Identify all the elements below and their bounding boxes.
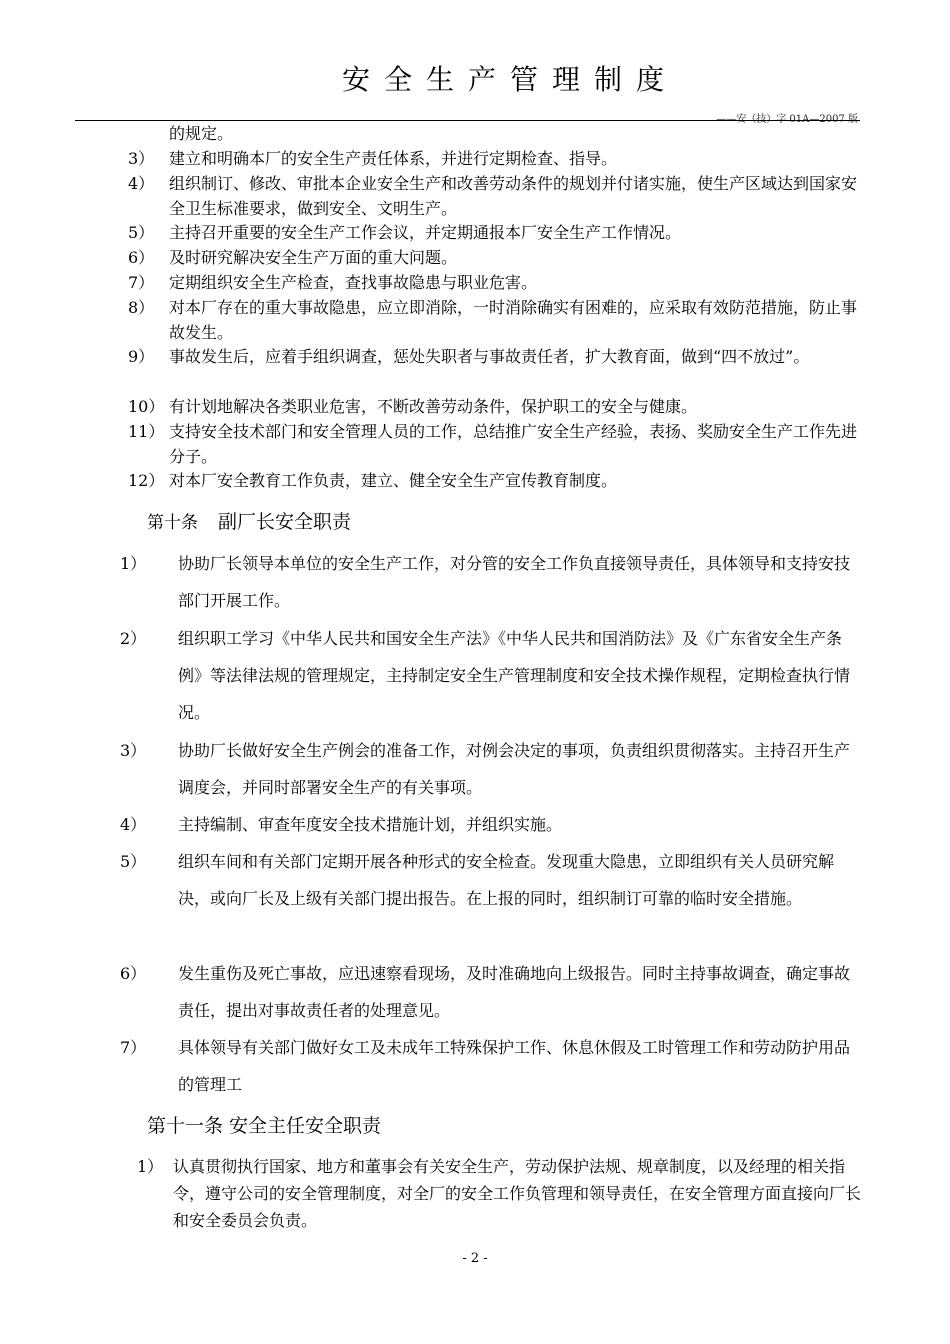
item-number: 1） xyxy=(137,1157,164,1176)
item-number: 4） xyxy=(120,815,147,834)
item-number: 10） xyxy=(128,397,165,416)
list-item xyxy=(128,295,858,345)
document-code: ——安（技）字 01A—2007 版 xyxy=(716,114,858,125)
section-heading: 第十一条 安全主任安全职责 xyxy=(147,1115,382,1137)
item-text: 的规定。 xyxy=(169,124,234,143)
item-number: 4） xyxy=(128,174,155,193)
item-text: 主持编制、审查年度安全技术措施计划，并组织实施。 xyxy=(178,815,563,834)
item-text: 建立和明确本厂的安全生产责任体系，并进行定期检查、指导。 xyxy=(169,149,618,168)
item-text: 主持召开重要的安全生产工作会议，并定期通报本厂安全生产工作情况。 xyxy=(169,223,682,242)
list-item xyxy=(128,270,858,295)
item-number: 2） xyxy=(120,629,147,648)
item-text: 协助厂长领导本单位的安全生产工作，对分管的安全工作负直接领导责任，具体领导和支持安技部门开展工作。 xyxy=(178,554,851,610)
list-item xyxy=(120,843,860,917)
item-text: 组织制订、修改、审批本企业安全生产和改善劳动条件的规划并付诸实施，使生产区域达到国家安全卫生标准要求，做到安全、文明生产。 xyxy=(169,174,858,218)
item-number: 6） xyxy=(128,248,155,267)
item-text: 及时研究解决安全生产万面的重大问题。 xyxy=(169,248,458,267)
item-number: 3） xyxy=(120,741,147,760)
item-number: 7） xyxy=(128,273,155,292)
item-text: 事故发生后，应着手组织调查，惩处失职者与事故责任者，扩大教育面，做到“四不放过”。 xyxy=(169,347,810,366)
list-item xyxy=(137,1153,862,1234)
item-number: 7） xyxy=(120,1038,147,1057)
list-item xyxy=(128,220,858,245)
list-item xyxy=(128,171,858,221)
list-item xyxy=(120,732,860,806)
item-text: 定期组织安全生产检查，查找事故隐患与职业危害。 xyxy=(169,273,538,292)
list-item xyxy=(128,344,858,369)
item-text: 对本厂安全教育工作负责，建立、健全安全生产宣传教育制度。 xyxy=(169,471,618,490)
list-item xyxy=(120,620,860,731)
item-text: 具体领导有关部门做好女工及未成年工特殊保护工作、休息休假及工时管理工作和劳动防护用品的管理工 xyxy=(178,1038,851,1094)
list-item xyxy=(128,245,858,270)
item-text: 有计划地解决各类职业危害，不断改善劳动条件，保护职工的安全与健康。 xyxy=(169,397,698,416)
list-item xyxy=(128,468,858,493)
list-item xyxy=(120,806,860,843)
list-item xyxy=(120,955,860,1029)
item-number: 5） xyxy=(128,223,155,242)
list-item xyxy=(120,1029,860,1103)
item-text: 支持安全技术部门和安全管理人员的工作，总结推广安全生产经验，表扬、奖励安全生产工作先进分子。 xyxy=(169,422,858,466)
item-number: 1） xyxy=(120,554,147,573)
list-item xyxy=(128,146,858,171)
item-number: 9） xyxy=(128,347,155,366)
item-number: 5） xyxy=(120,852,147,871)
section-heading xyxy=(147,507,351,534)
section-title: 副厂长安全职责 xyxy=(218,511,352,533)
item-text: 认真贯彻执行国家、地方和董事会有关安全生产，劳动保护法规、规章制度，以及经理的相关指令，遵守公司的安全管理制度，对全厂的安全工作负管理和领导责任，在安全管理方面直接向厂长和安全委员会负责。 xyxy=(173,1157,862,1230)
page-number: - 2 - xyxy=(462,1251,488,1266)
list-item xyxy=(128,419,858,469)
item-text: 对本厂存在的重大事故隐患，应立即消除，一时消除确实有困难的，应采取有效防范措施，防止事故发生。 xyxy=(169,298,858,342)
list-item xyxy=(128,121,858,146)
item-text: 协助厂长做好安全生产例会的准备工作，对例会决定的事项，负责组织贯彻落实。主持召开生产调度会，并同时部署安全生产的有关事项。 xyxy=(178,741,851,797)
item-number: 12） xyxy=(128,471,165,490)
item-text: 发生重伤及死亡事故，应迅速察看现场，及时准确地向上级报告。同时主持事故调查，确定事故责任，提出对事故责任者的处理意见。 xyxy=(178,964,851,1020)
item-number: 3） xyxy=(128,149,155,168)
item-number: 11） xyxy=(128,422,165,441)
item-number: 6） xyxy=(120,964,147,983)
article-number: 第十条 xyxy=(147,513,198,533)
document-title: 安全生产管理制度 xyxy=(341,63,678,96)
item-number: 8） xyxy=(128,298,155,317)
list-item xyxy=(128,394,858,419)
item-text: 组织职工学习《中华人民共和国安全生产法》《中华人民共和国消防法》及《广东省安全生产条例》等法律法规的管理规定，主持制定安全生产管理制度和安全技术操作规程，定期检查执行情况。 xyxy=(178,629,851,722)
list-item xyxy=(120,545,860,619)
item-text: 组织车间和有关部门定期开展各种形式的安全检查。发现重大隐患，立即组织有关人员研究解决，或向厂长及上级有关部门提出报告。在上报的同时，组织制订可靠的临时安全措施。 xyxy=(178,852,835,908)
